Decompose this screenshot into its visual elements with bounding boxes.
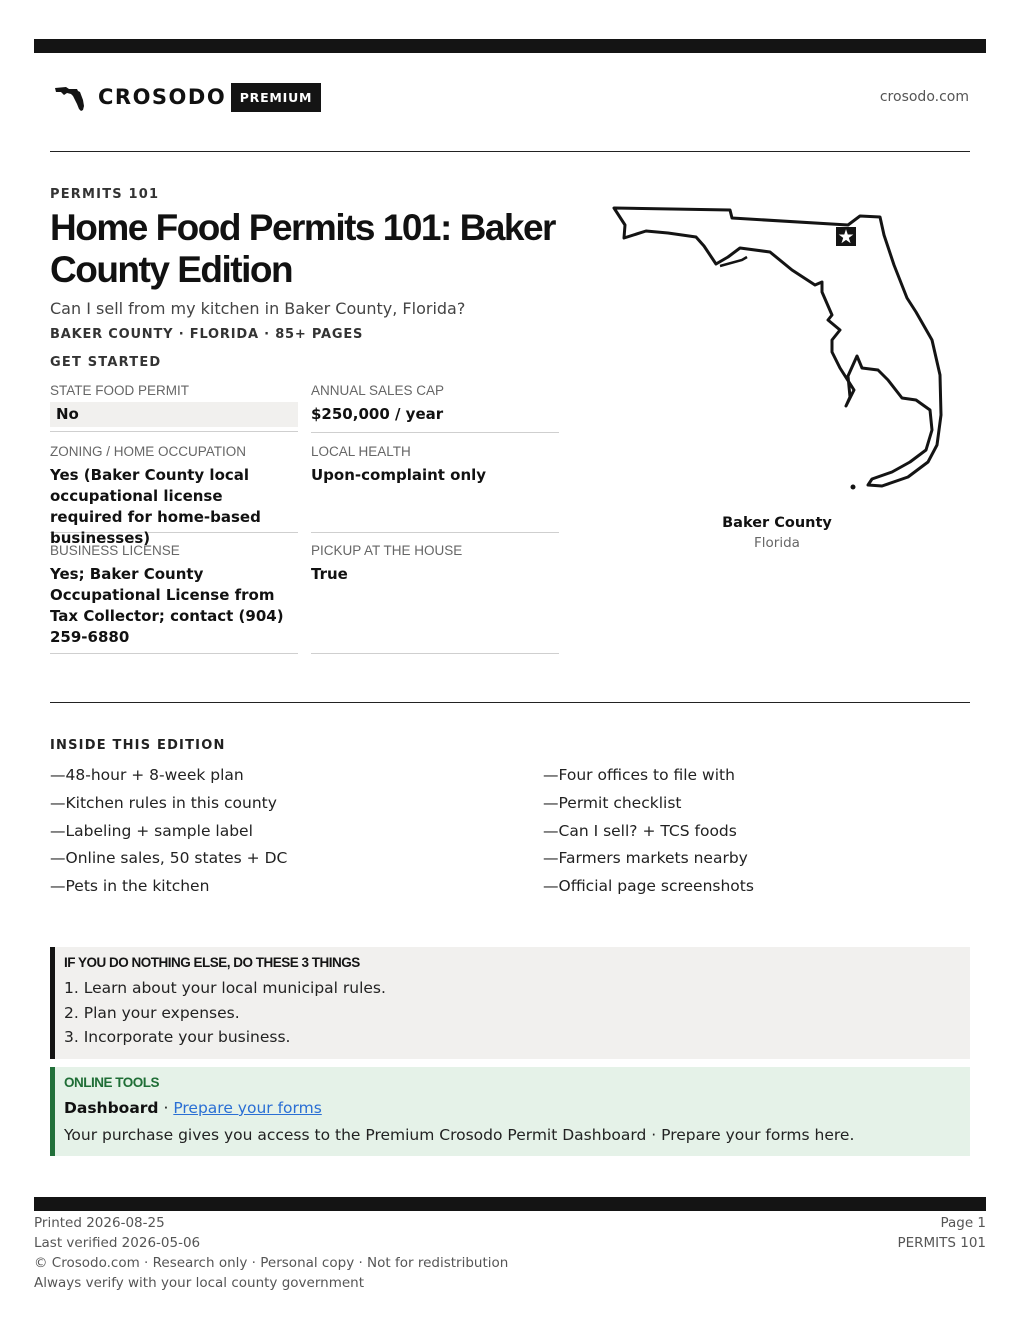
callout-title: ONLINE TOOLS [64,1075,160,1090]
steps-list [64,978,386,1052]
printed-date: Printed 2026-08-25 [34,1215,165,1231]
fact-zoning-home-occupation [50,444,298,547]
three-things-callout [50,947,970,1059]
toc-item: —Kitchen rules in this county [50,793,277,812]
fact-label: LOCAL HEALTH [311,444,411,459]
fact-label: ZONING / HOME OCCUPATION [50,444,247,459]
header-divider [50,151,970,152]
page-subtitle: Can I sell from my kitchen in Baker County, Florida? [50,299,466,318]
map-county-label: Baker County [722,515,832,531]
florida-map [610,200,950,500]
fact-value: No [50,402,298,427]
online-tools-callout [50,1067,970,1156]
bottom-bar [34,1197,986,1211]
copyright: © Crosodo.com · Research only · Personal copy · Not for redistribution [34,1255,509,1271]
florida-outline [614,208,941,486]
verified-date: Last verified 2026-05-06 [34,1235,201,1251]
toc-item: —Four offices to file with [543,766,735,784]
section-divider [50,702,970,703]
fact-pickup-at-house [311,543,559,654]
site-url[interactable]: crosodo.com [879,89,969,105]
callout-title: IF YOU DO NOTHING ELSE, DO THESE 3 THINGS [64,955,360,970]
header [50,78,970,118]
toc-left-list [50,765,480,904]
top-bar [34,39,986,53]
verify-note: Always verify with your local county government [34,1275,364,1291]
tools-description: Your purchase gives you access to the Premium Crosodo Permit Dashboard · Prepare your forms here. [64,1126,855,1144]
eyebrow-label: PERMITS 101 [50,187,160,202]
prepare-forms-link[interactable]: Prepare your forms [173,1099,322,1117]
premium-badge: PREMIUM [231,83,321,112]
step-item: 2. Plan your expenses. [64,1003,240,1022]
fact-value: True [311,565,348,583]
florida-key-dot [851,485,856,490]
fact-value: Yes (Baker County local occupational license required for home-based businesses) [50,466,261,547]
footer-left [34,1213,508,1293]
star-icon: ★ [837,226,855,248]
toc-item: —Official page screenshots [543,877,754,896]
edition-meta: BAKER COUNTY · FLORIDA · 85+ PAGES [50,327,364,342]
fact-business-license [50,543,298,654]
fact-state-food-permit [50,383,298,432]
toc-item: —Pets in the kitchen [50,877,210,896]
fact-label: PICKUP AT THE HOUSE [311,543,463,558]
toc-item: —Permit checklist [543,793,682,812]
dashboard-label: Dashboard [64,1099,159,1117]
separator: · [158,1099,174,1117]
fact-value: Upon-complaint only [311,466,487,484]
map-state-label: Florida [754,535,800,551]
toc-right-list [543,765,973,904]
fact-local-health [311,444,559,533]
get-started-label: GET STARTED [50,355,162,370]
footer-section: PERMITS 101 [897,1235,986,1251]
florida-state-icon [52,82,88,112]
fact-label: ANNUAL SALES CAP [311,383,445,398]
fact-label: BUSINESS LICENSE [50,543,180,558]
page-number: Page 1 [940,1215,986,1231]
tools-links [64,1098,322,1118]
toc-item: —48-hour + 8-week plan [50,766,244,784]
fact-annual-sales-cap [311,383,559,433]
footer-right [897,1213,986,1253]
fact-label: STATE FOOD PERMIT [50,383,190,398]
toc-item: —Labeling + sample label [50,821,253,840]
toc-item: —Farmers markets nearby [543,849,748,868]
fact-value: Yes; Baker County Occupational License from Tax Collector; contact (904) 259-6880 [50,565,284,646]
toc-item: —Can I sell? + TCS foods [543,821,737,840]
brand-name: CROSODO [98,85,227,109]
inside-edition-title: INSIDE THIS EDITION [50,738,226,753]
step-item: 1. Learn about your local municipal rules. [64,979,386,997]
page-title: Home Food Permits 101: Baker County Edition [50,207,555,290]
fact-value: $250,000 / year [311,405,444,423]
toc-item: —Online sales, 50 states + DC [50,849,288,868]
step-item: 3. Incorporate your business. [64,1028,291,1046]
